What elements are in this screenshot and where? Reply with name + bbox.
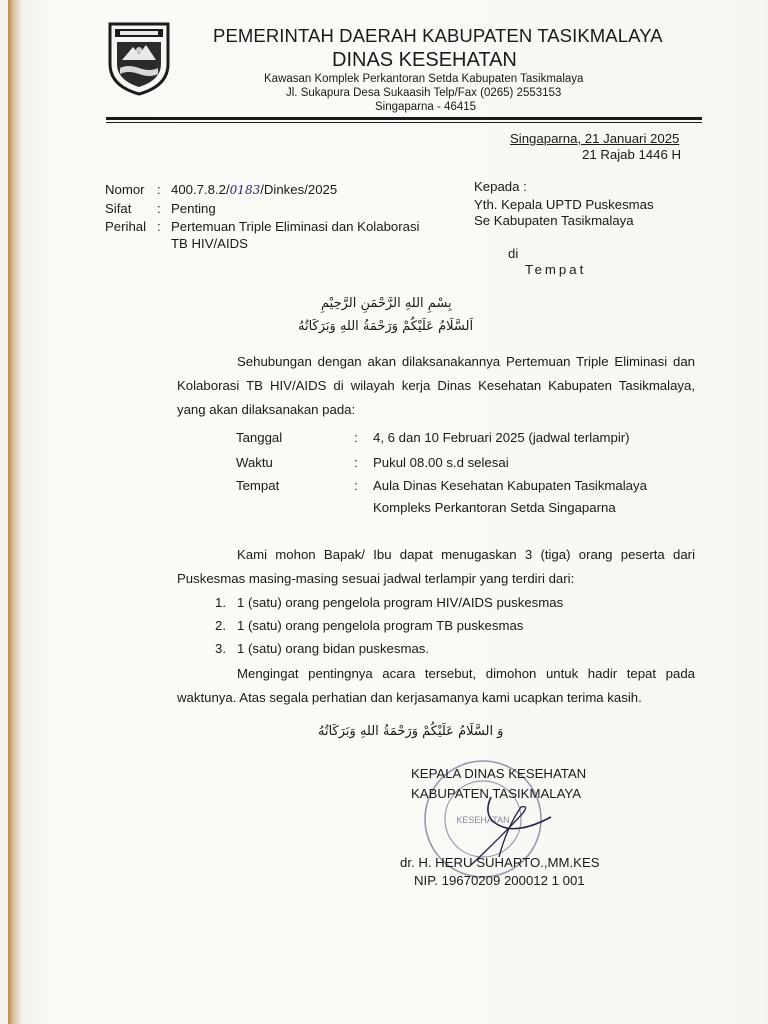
tempat-label: Tempat [236, 478, 280, 493]
tempat-value-line2: Kompleks Perkantoran Setda Singaparna [373, 500, 616, 515]
waktu-label: Waktu [236, 455, 273, 470]
list-item: 1 (satu) orang pengelola program TB puskesmas [237, 618, 524, 633]
tanggal-colon: : [354, 430, 358, 445]
list-item: 1 (satu) orang bidan puskesmas. [237, 641, 430, 656]
recipient-line-2: Se Kabupaten Tasikmalaya [474, 213, 634, 228]
list-item-number: 3. [215, 641, 226, 656]
tanggal-value: 4, 6 dan 10 Februari 2025 (jadwal terlampir) [373, 430, 630, 445]
header-rule-thin [106, 122, 702, 123]
address-line-1: Kawasan Komplek Perkantoran Setda Kabupaten Tasikmalaya [264, 73, 584, 85]
body-paragraph-1: Sehubungan dengan akan dilaksanakannya Pertemuan Triple Eliminasi dan Kolaborasi TB HIV/AIDS di wilayah kerja Dinas Kesehatan Kabupaten Tasikmalaya, yang akan dilaksanakan pada: [177, 354, 695, 417]
hijri-date: 21 Rajab 1446 H [582, 147, 681, 162]
recipient-di: di [508, 246, 519, 261]
list-item-number: 1. [215, 595, 226, 610]
signatory-title-line-1: KEPALA DINAS KESEHATAN [411, 766, 587, 781]
waktu-colon: : [354, 455, 358, 470]
sifat-value: Penting [171, 201, 216, 216]
basmalah: بِسْمِ اللهِ الرَّحْمَنِ الرَّحِيْمِ [321, 296, 452, 311]
signatory-nip: NIP. 19670209 200012 1 001 [414, 873, 585, 888]
body-paragraph-3: Mengingat pentingnya acara tersebut, dimohon untuk hadir tepat pada waktunya. Atas segala perhatian dan kerjasamanya kami ucapkan terima kasih. [177, 666, 695, 705]
salam-closing: وَ السَّلَامُ عَلَيْكُمْ وَرَحْمَةُ اللهِ وَبَرَكَاتُهُ [318, 724, 504, 739]
perihal-value-line1: Pertemuan Triple Eliminasi dan Kolaborasi [171, 219, 420, 234]
nomor-label: Nomor [105, 182, 145, 197]
nomor-handwritten: 0183 [229, 183, 261, 197]
perihal-label: Perihal [105, 219, 147, 234]
signatory-title-line-2: KABUPATEN TASIKMALAYA [411, 786, 582, 801]
letter-page [8, 0, 764, 1024]
address-line-2: Jl. Sukapura Desa Sukaasih Telp/Fax (0265) 2553153 [286, 87, 562, 99]
signatory-name: dr. H. HERU SUHARTO.,MM.KES [400, 855, 600, 870]
address-line-3: Singaparna - 46415 [375, 101, 477, 113]
list-item-number: 2. [215, 618, 226, 633]
sifat-colon: : [157, 201, 161, 216]
list-item: 1 (satu) orang pengelola program HIV/AIDS puskesmas [237, 595, 564, 610]
header-rule-thick [106, 117, 702, 120]
tanggal-label: Tanggal [236, 430, 283, 445]
tempat-value-line1: Aula Dinas Kesehatan Kabupaten Tasikmalaya [373, 478, 647, 493]
nomor-colon: : [157, 182, 161, 197]
department-name: DINAS KESEHATAN [332, 49, 517, 71]
recipient-tempat: Tempat [525, 262, 587, 277]
tempat-colon: : [354, 478, 358, 493]
perihal-colon: : [157, 219, 161, 234]
regency-emblem-logo [106, 20, 172, 96]
nomor-suffix: /Dinkes/2025 [260, 182, 338, 197]
letter-date: Singaparna, 21 Januari 2025 [510, 131, 680, 146]
perihal-value-line2: TB HIV/AIDS [171, 236, 248, 251]
recipient-kepada: Kepada : [474, 179, 527, 194]
stamp-center-text: KESEHATAN [456, 815, 510, 825]
recipient-line-1: Yth. Kepala UPTD Puskesmas [474, 197, 654, 212]
nomor-value [171, 182, 337, 197]
body-paragraph-2: Kami mohon Bapak/ Ibu dapat menugaskan 3 (tiga) orang peserta dari Puskesmas masing-masing sesuai jadwal terlampir yang terdiri dari: [177, 547, 695, 586]
nomor-prefix: 400.7.8.2/ [171, 182, 230, 197]
waktu-value: Pukul 08.00 s.d selesai [373, 455, 509, 470]
page-edge-shadow [8, 0, 22, 1024]
government-name: PEMERINTAH DAERAH KABUPATEN TASIKMALAYA [213, 25, 663, 46]
sifat-label: Sifat [105, 201, 132, 216]
salam-opening: اَلسَّلَامُ عَلَيْكُمْ وَرَحْمَةُ اللهِ وَبَرَكَاتُهُ [298, 319, 474, 334]
